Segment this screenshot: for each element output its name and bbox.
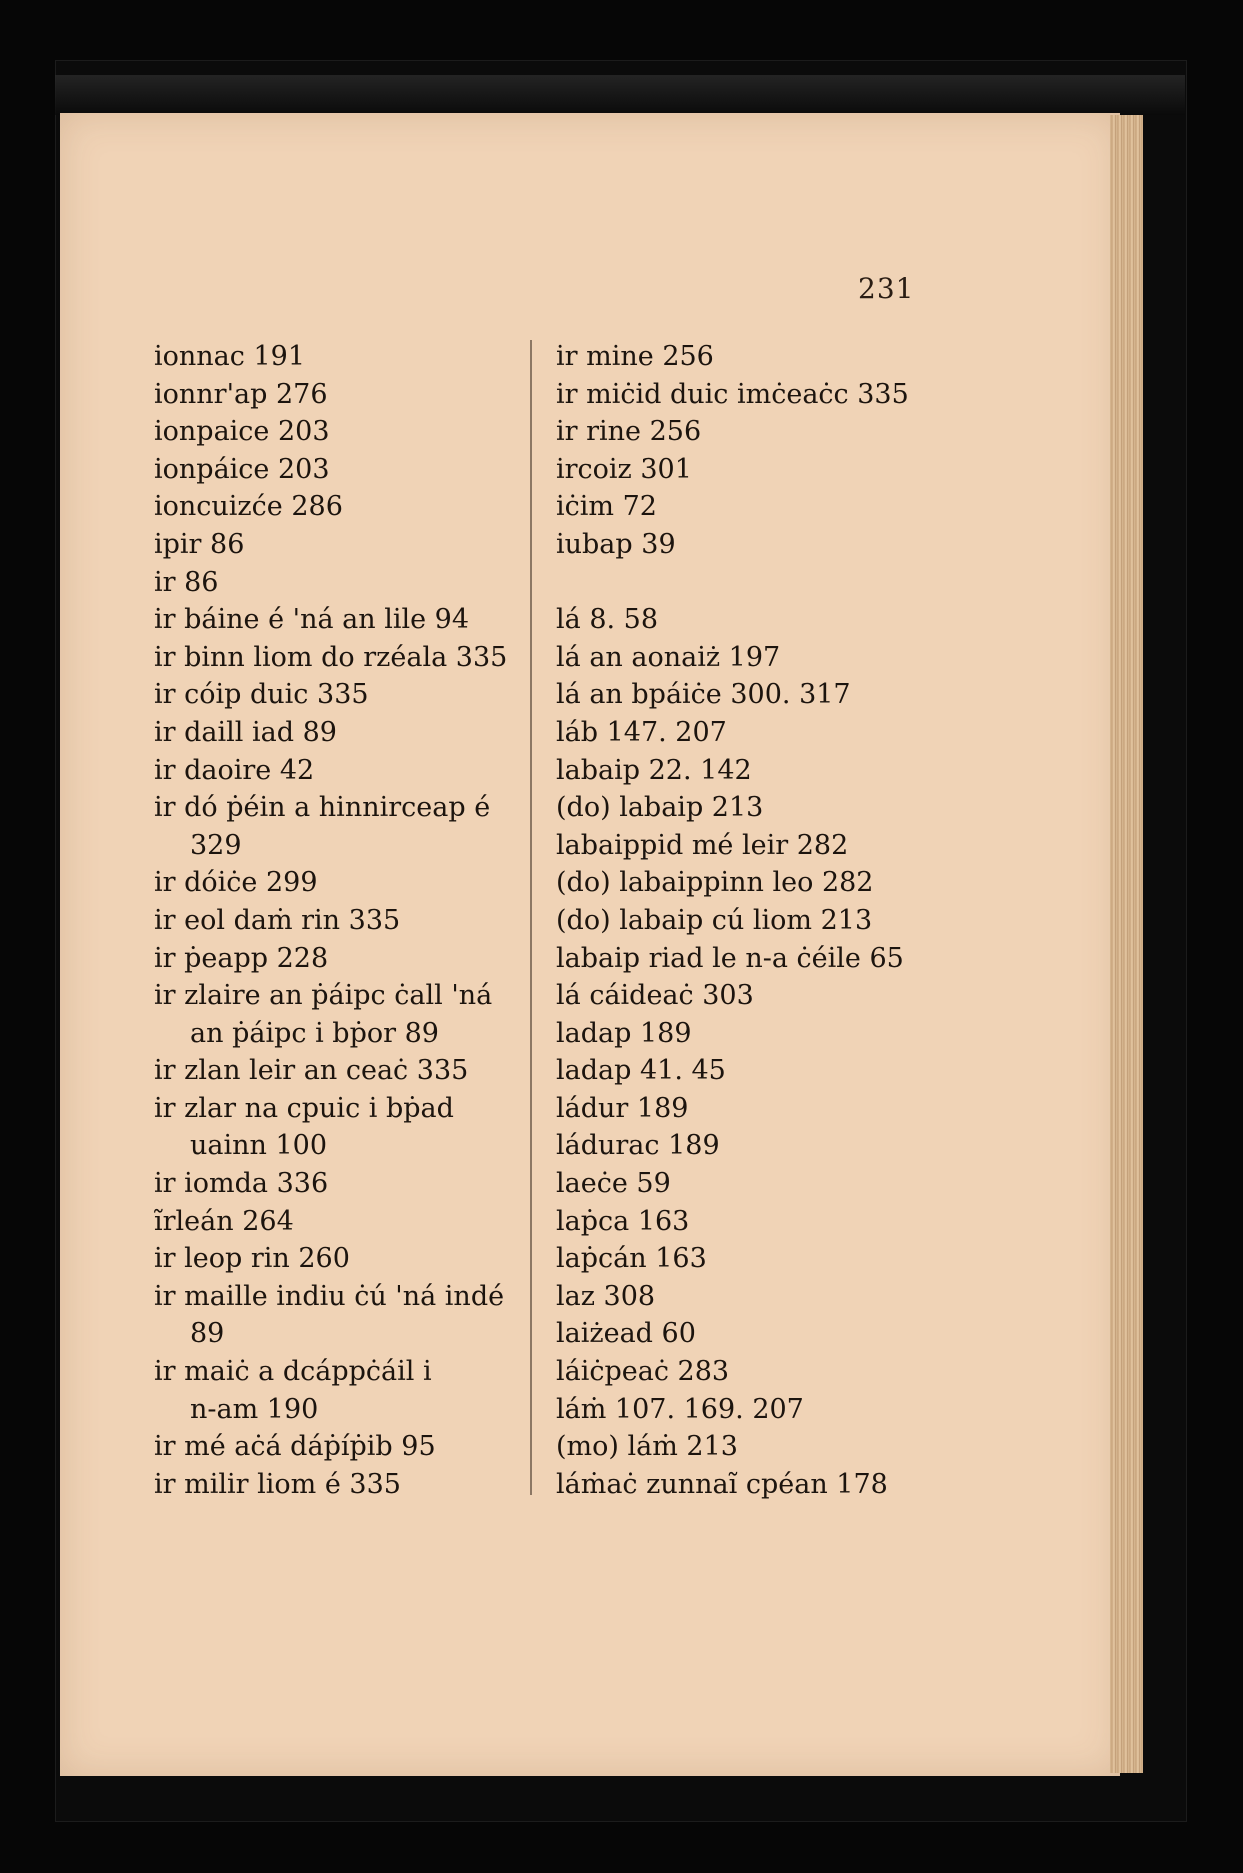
index-entry: ir dó ṗéin a hinnirceap é	[154, 792, 491, 824]
index-entry: láṁ 107. 169. 207	[556, 1393, 804, 1425]
index-entry: lá 8. 58	[556, 604, 659, 636]
index-entry: ir 86	[154, 566, 219, 598]
index-entry: ir leop rin 260	[154, 1243, 350, 1275]
index-entry: ir iomda 336	[154, 1168, 329, 1200]
index-entry: ir daill iad 89	[154, 716, 337, 748]
index-entry: ladap 41. 45	[556, 1055, 726, 1087]
index-entry: n-am 190	[190, 1393, 319, 1425]
index-entry: ir zlar na cpuic i bṗad	[154, 1092, 454, 1124]
index-entry: lá an aonaiż 197	[556, 641, 781, 673]
index-entry: labaip 22. 142	[556, 754, 752, 786]
index-column-right	[556, 338, 1076, 1503]
index-entry: labaippid mé leir 282	[556, 829, 849, 861]
index-entry: lá cáideaċ 303	[556, 980, 754, 1012]
index-entry: laz 308	[556, 1280, 656, 1312]
index-entry: ir mine 256	[556, 341, 714, 372]
index-entry: ipir 86	[154, 528, 245, 560]
index-entry: lá an bpáiċe 300. 317	[556, 679, 851, 711]
index-entry: an ṗáipc i bṗor 89	[190, 1017, 439, 1049]
index-entry: ládur 189	[556, 1092, 689, 1124]
index-entry: ir mé aċá dáṗíṗib 95	[154, 1431, 436, 1463]
index-entry: ioncuizće 286	[154, 491, 343, 523]
index-entry: ir zlaire an ṗáipc ċall 'ná	[154, 980, 493, 1012]
index-entry: (do) labaip cú liom 213	[556, 904, 873, 936]
sleeve-top-edge	[55, 75, 1185, 115]
index-entry: láb 147. 207	[556, 716, 727, 748]
index-entry: ir eol daṁ rin 335	[154, 904, 401, 936]
index-entry: 329	[190, 829, 242, 861]
index-entry: ir báine é 'ná an lile 94	[154, 604, 470, 636]
index-entry: ionnr'ap 276	[154, 378, 328, 410]
index-entry: iċim 72	[556, 491, 657, 523]
index-entry: ircoiz 301	[556, 453, 692, 485]
index-entry: ionpaice 203	[154, 416, 330, 448]
index-entry: ir cóip duic 335	[154, 679, 369, 711]
index-entry: (do) labaip 213	[556, 792, 764, 824]
index-entry: ĩrleán 264	[154, 1205, 294, 1237]
index-entry: láiċpeaċ 283	[556, 1356, 730, 1388]
index-entry: ir zlan leir an ceaċ 335	[154, 1055, 469, 1087]
index-entry: iubap 39	[556, 528, 676, 560]
page-stack-edges	[1110, 115, 1143, 1773]
index-entry: (mo) láṁ 213	[556, 1431, 738, 1463]
index-entry: (do) labaippinn leo 282	[556, 867, 874, 899]
index-entry: 89	[190, 1318, 225, 1350]
index-entry: ir milir liom é 335	[154, 1468, 401, 1500]
index-entry: láṁaċ zunnaĩ cpéan 178	[556, 1468, 888, 1500]
index-entry: laṗcán 163	[556, 1243, 707, 1275]
index-entry: ládurac 189	[556, 1130, 720, 1162]
index-entry: laṗca 163	[556, 1205, 690, 1237]
index-entry: ir binn liom do rzéala 335	[154, 641, 508, 673]
index-entry: ir rine 256	[556, 416, 702, 448]
index-entry: ir miċid duic imċeaċc 335	[556, 378, 909, 410]
index-entry: ionpáice 203	[154, 453, 330, 485]
index-entry: ir ṗeapp 228	[154, 942, 329, 974]
index-entry	[556, 564, 1076, 602]
page-number: 231	[858, 272, 915, 305]
index-entry: ionnac 191	[154, 341, 306, 372]
index-entry: laiżead 60	[556, 1318, 696, 1350]
index-entry: ir maiċ a dcáppċáil i	[154, 1356, 432, 1388]
index-entry: labaip riad le n-a ċéile 65	[556, 942, 904, 974]
index-entry: ir daoire 42	[154, 754, 315, 786]
index-entry: uainn 100	[190, 1130, 328, 1162]
index-entry: ir maille indiu ċú 'ná indé	[154, 1280, 505, 1312]
index-entry: ir dóiċe 299	[154, 867, 318, 899]
index-entry: laeċe 59	[556, 1168, 671, 1200]
index-entry: ladap 189	[556, 1017, 692, 1049]
